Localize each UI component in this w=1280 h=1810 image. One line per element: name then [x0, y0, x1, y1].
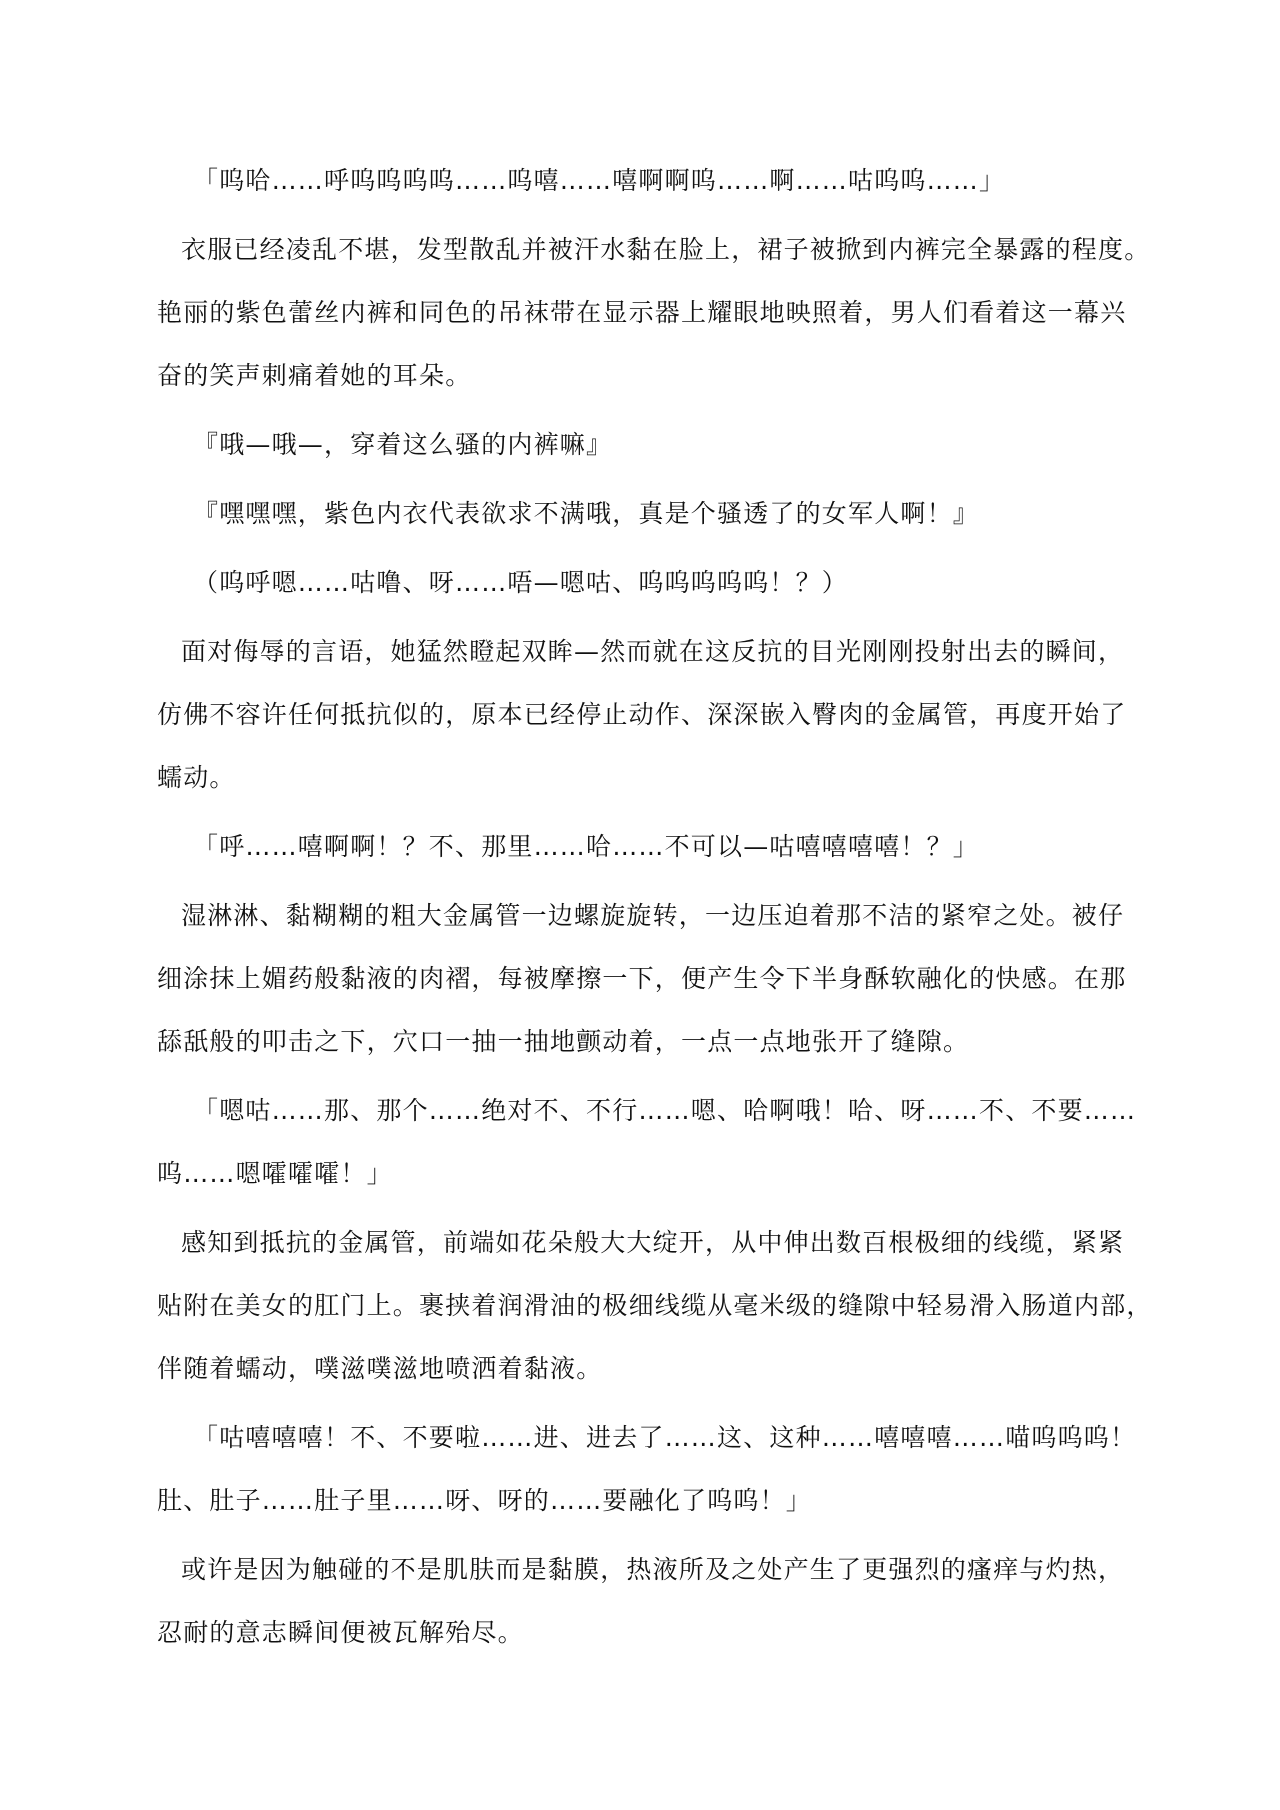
text-line: 『嘿嘿嘿，紫色内衣代表欲求不满哦，真是个骚透了的女军人啊！』: [193, 499, 980, 528]
text-line: 蠕动。: [157, 763, 236, 792]
dialogue-paragraph: [157, 1079, 1167, 1205]
text-line: 细涂抹上媚药般黏液的肉褶，每被摩擦一下，便产生令下半身酥软融化的快感。在那: [157, 964, 1127, 993]
dialogue-paragraph: [157, 1406, 1167, 1532]
narration-paragraph: [157, 884, 1167, 1073]
text-line: 面对侮辱的言语，她猛然瞪起双眸—然而就在这反抗的目光刚刚投射出去的瞬间，: [181, 637, 1125, 666]
text-line: 呜……嗯嚯嚯嚯！」: [157, 1159, 393, 1188]
text-line: 湿淋淋、黏糊糊的粗大金属管一边螺旋旋转，一边压迫着那不洁的紧窄之处。被仔: [181, 901, 1125, 930]
text-line: 「呼……嘻啊啊！？不、那里……哈……不可以—咕嘻嘻嘻嘻！？」: [193, 832, 980, 861]
text-line: 或许是因为触碰的不是肌肤而是黏膜，热液所及之处产生了更强烈的瘙痒与灼热，: [181, 1555, 1125, 1584]
text-line: 奋的笑声刺痛着她的耳朵。: [157, 361, 472, 390]
text-line: 艳丽的紫色蕾丝内裤和同色的吊袜带在显示器上耀眼地映照着，男人们看着这一幕兴: [157, 298, 1127, 327]
text-line: 「咕嘻嘻嘻！不、不要啦……进、进去了……这、这种……嘻嘻嘻……喵呜呜呜！: [193, 1423, 1137, 1452]
text-line: （呜呼嗯……咕噜、呀……唔—嗯咕、呜呜呜呜呜！？）: [193, 568, 849, 597]
narration-paragraph: [157, 218, 1167, 407]
document-body: [157, 149, 1167, 1670]
text-line: 肚、肚子……肚子里……呀、呀的……要融化了呜呜！」: [157, 1486, 813, 1515]
text-line: 仿佛不容许任何抵抗似的，原本已经停止动作、深深嵌入臀肉的金属管，再度开始了: [157, 700, 1127, 729]
narration-paragraph: [157, 1211, 1167, 1400]
narration-paragraph: [157, 620, 1167, 809]
text-line: 忍耐的意志瞬间便被瓦解殆尽。: [157, 1618, 524, 1647]
dialogue-paragraph: [157, 815, 1167, 878]
dialogue-paragraph: [157, 149, 1167, 212]
text-line: 「呜哈……呼呜呜呜呜……呜嘻……嘻啊啊呜……啊……咕呜呜……」: [193, 166, 1006, 195]
text-line: 衣服已经凌乱不堪，发型散乱并被汗水黏在脸上，裙子被掀到内裤完全暴露的程度。: [181, 235, 1151, 264]
narration-paragraph: [157, 1538, 1167, 1664]
text-line: 伴随着蠕动，噗滋噗滋地喷洒着黏液。: [157, 1354, 603, 1383]
text-line: 舔舐般的叩击之下，穴口一抽一抽地颤动着，一点一点地张开了缝隙。: [157, 1027, 970, 1056]
dialogue-paragraph: [157, 551, 1167, 614]
text-line: 『哦—哦—，穿着这么骚的内裤嘛』: [193, 430, 613, 459]
text-line: 「嗯咕……那、那个……绝对不、不行……嗯、哈啊哦！哈、呀……不、不要……: [193, 1096, 1137, 1125]
text-line: 感知到抵抗的金属管，前端如花朵般大大绽开，从中伸出数百根极细的线缆，紧紧: [181, 1228, 1125, 1257]
dialogue-paragraph: [157, 413, 1167, 476]
dialogue-paragraph: [157, 482, 1167, 545]
text-line: 贴附在美女的肛门上。裹挟着润滑油的极细线缆从毫米级的缝隙中轻易滑入肠道内部，: [157, 1291, 1153, 1320]
